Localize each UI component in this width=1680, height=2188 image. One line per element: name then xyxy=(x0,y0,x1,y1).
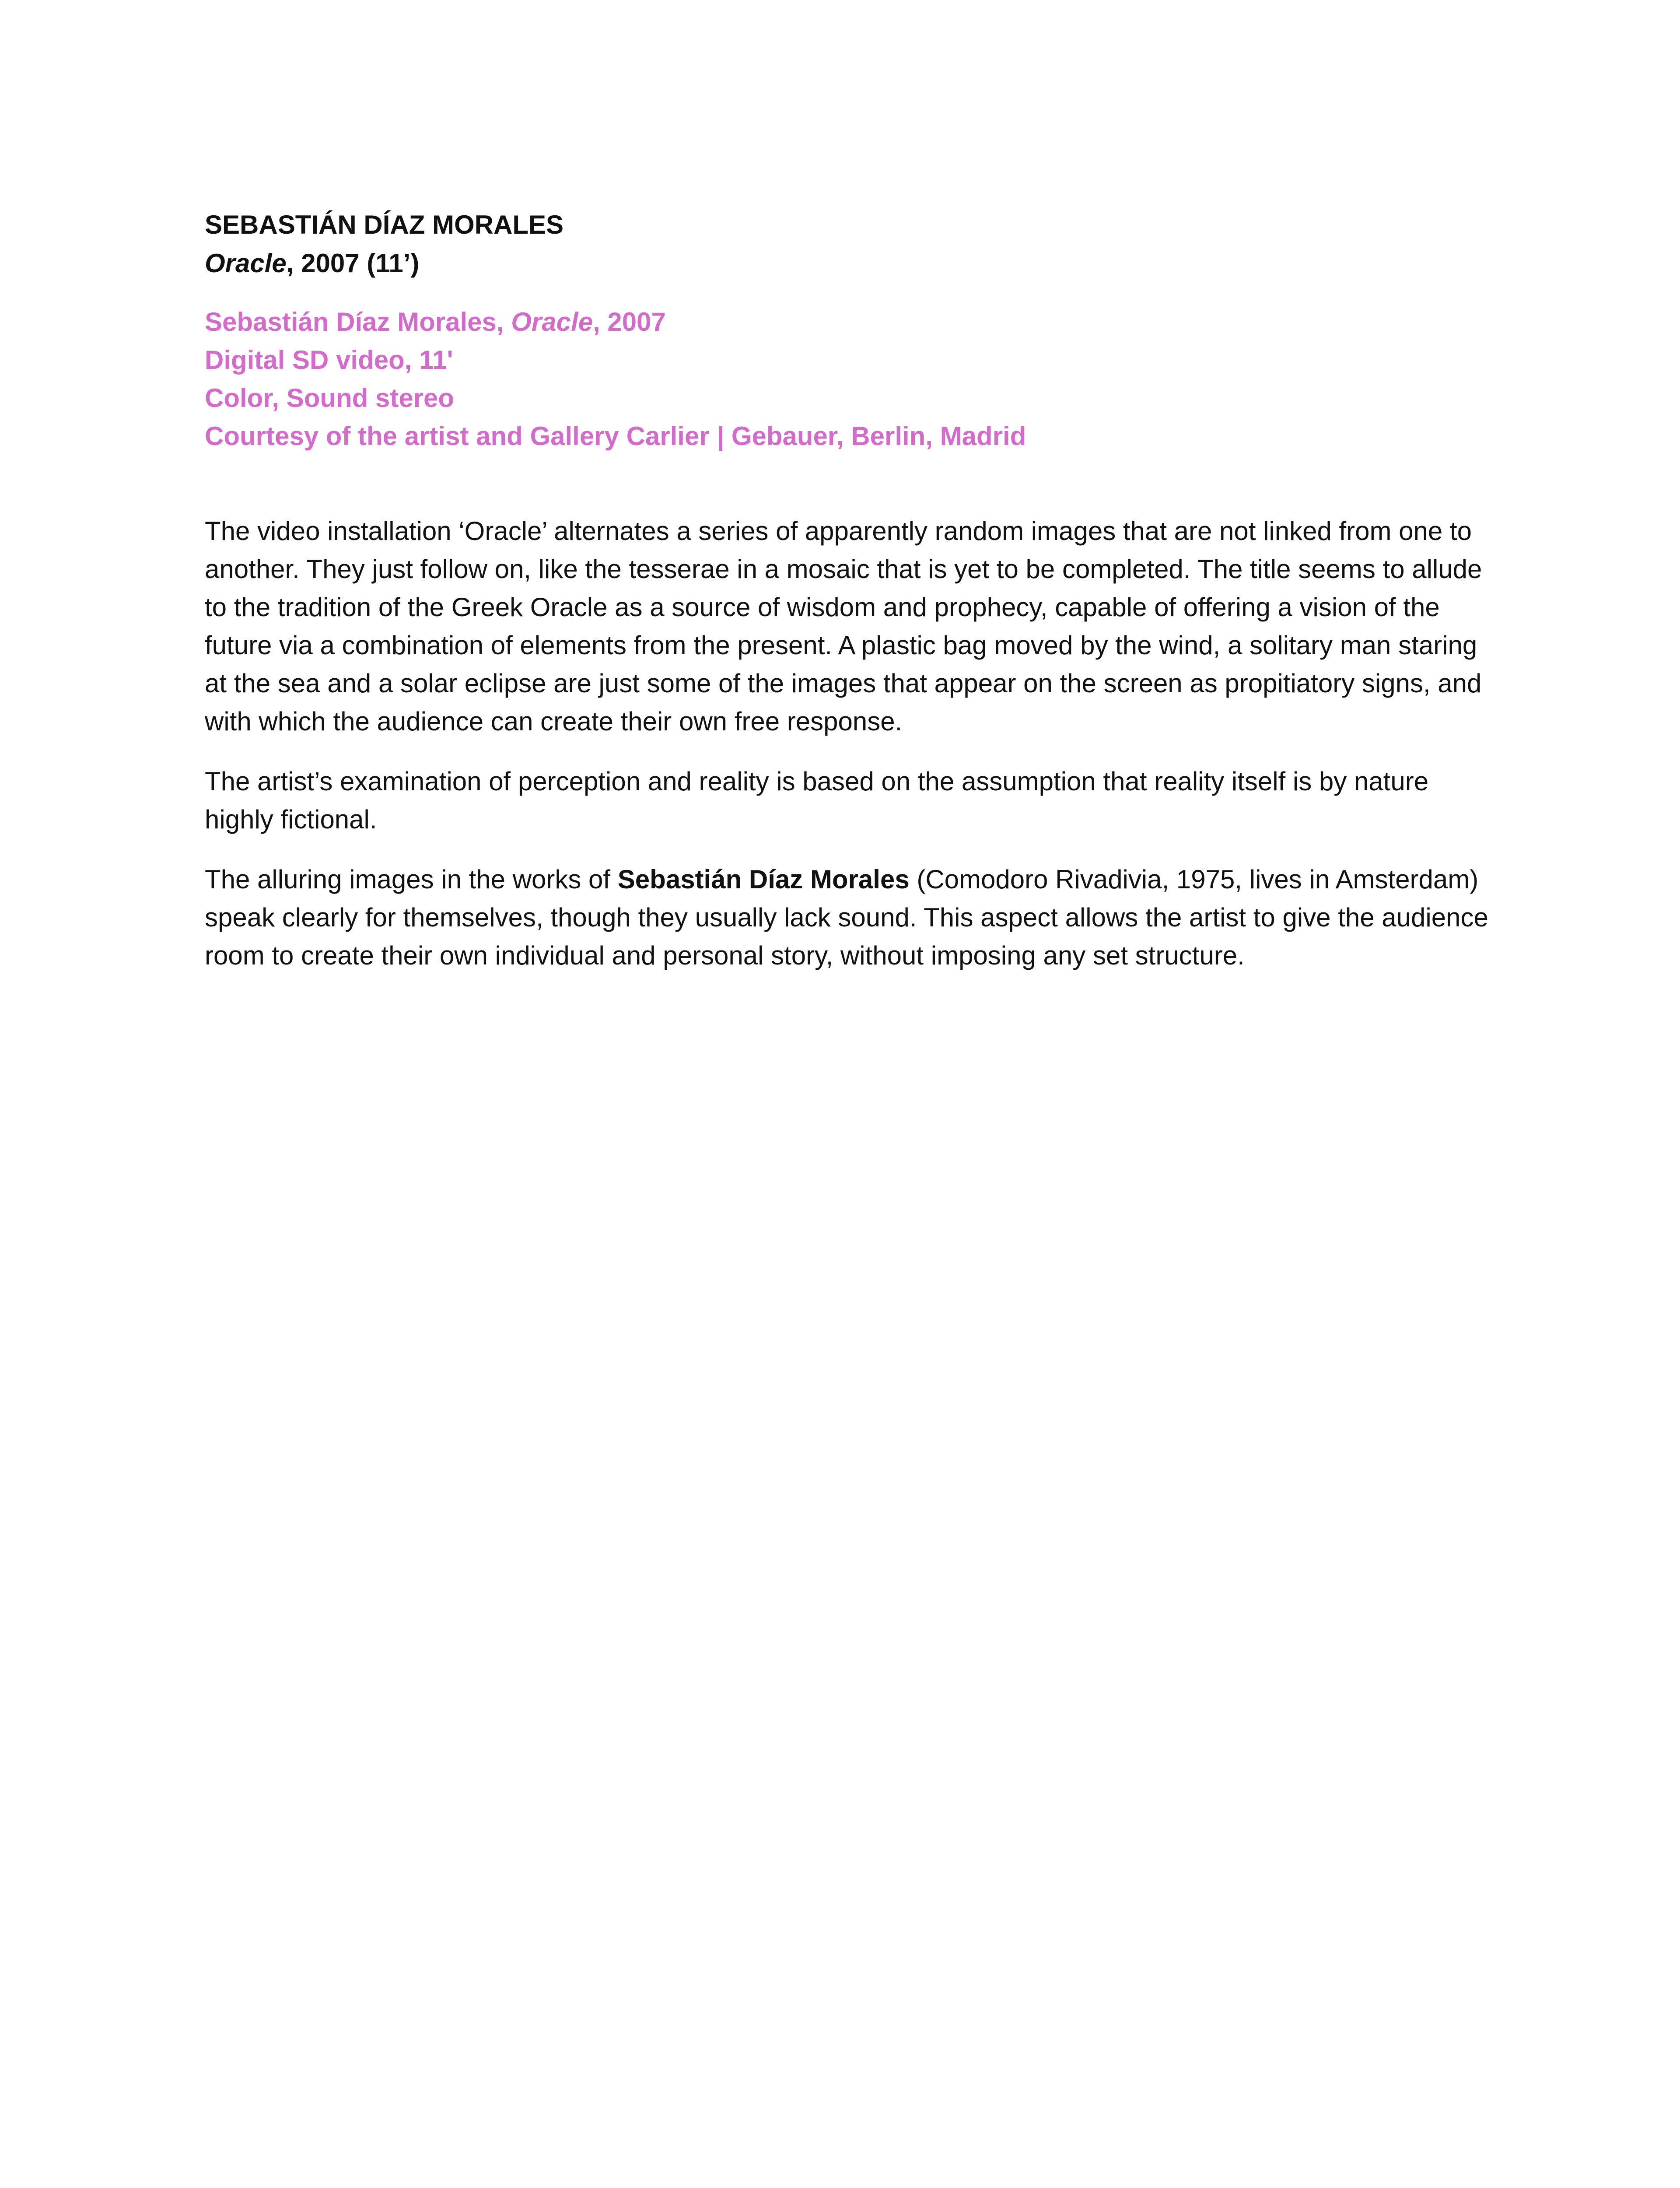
work-heading xyxy=(205,244,1500,283)
credit-line-4: Courtesy of the artist and Gallery Carlier | Gebauer, Berlin, Madrid xyxy=(205,421,1026,451)
work-meta: , 2007 (11’) xyxy=(286,249,420,278)
artist-name-bold: Sebastián Díaz Morales xyxy=(617,865,910,894)
work-title: Oracle xyxy=(205,249,287,278)
paragraph-3 xyxy=(205,860,1500,975)
credit-line-1 xyxy=(205,303,1500,341)
credit-title: Oracle xyxy=(511,307,593,337)
document-page xyxy=(205,206,1500,996)
credit-line-2: Digital SD video, 11' xyxy=(205,345,453,375)
paragraph-2: The artist’s examination of perception and reality is based on the assumption that reality itself is by nature highly fictional. xyxy=(205,767,1429,834)
paragraph-1: The video installation ‘Oracle’ alternates a series of apparently random images that are not linked from one to another. They just follow on, like the tesserae in a mosaic that is yet to be completed. The title seems to allude to the tradition of the Greek Oracle as a source of wisdom and prophecy, capable of offering a vision of the future via a combination of elements from the present. A plastic bag moved by the wind, a solitary man staring at the sea and a solar eclipse are just some of the images that appear on the screen as propitiatory signs, and with which the audience can create their own free response. xyxy=(205,516,1482,736)
body-text xyxy=(205,512,1500,975)
credit-year: , 2007 xyxy=(593,307,666,337)
paragraph-3-intro: The alluring images in the works of xyxy=(205,865,618,894)
artist-heading xyxy=(205,206,1500,244)
credit-artist: Sebastián Díaz Morales, xyxy=(205,307,511,337)
credit-line-3: Color, Sound stereo xyxy=(205,383,455,413)
paragraph-3-rest: (Comodoro Rivadivia, 1975, lives in Amsterdam) speak clearly for themselves, though they usually lack sound. This aspect allows the artist to give the audience room to create their own individual and personal story, without imposing any set structure. xyxy=(205,865,1488,970)
credits-block xyxy=(205,303,1500,455)
artist-name: SEBASTIÁN DÍAZ MORALES xyxy=(205,210,564,239)
